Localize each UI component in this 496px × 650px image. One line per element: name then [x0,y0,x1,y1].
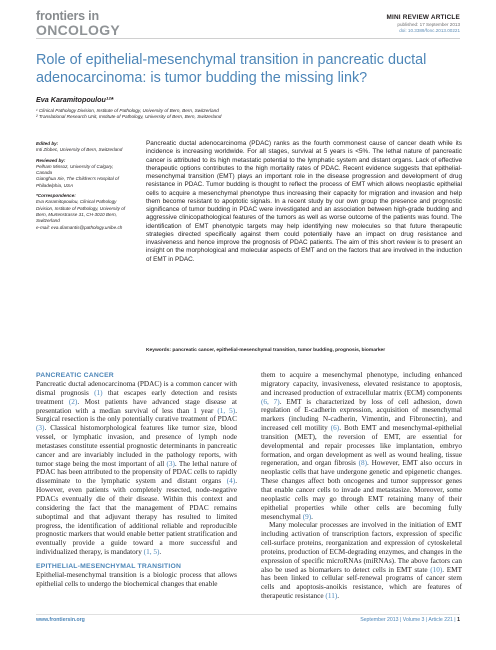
affiliation-2: ² Translational Research Unit, Institute of Pathology, University of Bern, Bern, Switzerland [36,114,222,119]
citation-link[interactable]: (4) [226,477,236,486]
section-heading-emt: EPITHELIAL-MESENCHYMAL TRANSITION [36,562,182,570]
text-run: them to acquire a mesenchymal phenotype, including enhanced migratory capacity, invasiveness, elevated resistance to apoptosis, and increased production of extracellular matrix (ECM) components [261,371,462,397]
correspondence-block [36,193,126,231]
article-type: MINI REVIEW ARTICLE [386,14,460,21]
text-run: . [337,592,340,601]
section-heading-pancreatic-cancer: PANCREATIC CANCER [36,372,114,379]
citation-link[interactable]: (3) [36,424,45,433]
footer-website-link[interactable]: www.frontiersin.org [36,617,85,623]
text-run: . [311,512,313,521]
citation-link[interactable]: (1) [94,388,103,397]
text-run: . EMT is characterized by loss of cell adhesion, down regulation of E-cadherin expression, acquisition of mesenchymal markers (including N-cadherin, Vimentin, and Fibronectin), and increased cell motility [261,397,462,433]
reviewed-by-label: Reviewed by: [36,157,66,163]
citation-link[interactable]: (3) [166,459,175,468]
keywords [146,348,462,353]
journal-logo-line2: ONCOLOGY [36,22,121,38]
citation-link[interactable]: (11) [325,592,338,601]
text-run: . Surgical resection is the only potentially curative treatment of PDAC [36,406,237,424]
citation-link[interactable]: (8) [358,459,368,468]
abstract: Pancreatic ductal adenocarcinoma (PDAC) ranks as the fourth commonest cause of cancer death while its incidence is increasing worldwide. For all stages, survival at 5 years is <5%. The lethal nature of pancreatic cancer is attributed to its high metastatic potential to the lymphatic system and distant organs. Lack of effective therapeutic options contributes to the high mortality rates of PDAC. Recent evidence suggests that epithelial-mesenchymal transition (EMT) plays an important role in the disease progression and development of drug resistance in PDAC. Tumor budding is thought to reflect the process of EMT which allows neoplastic epithelial cells to acquire a mesenchymal phenotype thus increasing their capacity for migration and invasion and help them become resistant to apoptotic signals. In a recent study by our own group the presence and prognostic significance of tumor budding in PDAC were investigated and an association between high-grade budding and aggressive clinicopathological features of the tumors as well as worse outcome of the patients was found. The identification of EMT phenotypic targets may help identifying new molecules so that future therapeutic strategies directed specifically against them could potentially have an impact on drug resistance and invasiveness and hence improve the prognosis of PDAC patients. The aim of this short review is to present an insight on the morphological and molecular aspects of EMT and on the factors that are involved in the induction of EMT in PDAC. [146,140,462,263]
page-number: 1 [457,617,460,623]
footer-citation-text: September 2013 | Volume 3 | Article 221 | [360,617,458,623]
journal-logo [36,10,126,46]
citation-link[interactable]: (9) [302,512,312,521]
article-meta [397,22,460,34]
text-run: Pancreatic ductal adenocarcinoma (PDAC) is a common cancer with dismal prognosis [36,380,237,397]
text-run: . [159,548,162,557]
body-column-left [36,371,237,589]
footer-citation [360,617,460,623]
paragraph [36,380,237,557]
text-run: . The lethal nature of PDAC has been attributed to the propensity of PDAC cells to rapidly disseminate to the lymphatic system and distant organs [36,459,237,486]
sidebar-info [36,141,126,235]
correspondence-label: *Correspondence: [36,193,76,199]
text-run: Many molecular processes are involved in the initiation of EMT including activation of transcription factors, expression of specific cell-surface proteins, reorganization and expression of cytoskeletal proteins, production of ECM-degrading enzymes, and changes in the expression of specific microRNAs (miRNAs). The above factors can also be used as biomarkers to detect cells in EMT state [261,521,462,574]
citation-link[interactable]: (6) [330,424,340,433]
text-run: . However, EMT also occurs in neoplastic cells that have undergone genetic and epigenetic changes. These changes affect both oncogenes and tumor suppressor genes that enable cancer cells to invade and metastasize. Moreover, some neoplastic cells may go through EMT retaining many of their epithelial properties while other cells are becoming fully mesenchymal [261,459,462,521]
keywords-label: Keywords: [146,348,172,353]
author-list: Eva Karamitopoulou¹²* [36,95,114,104]
text-run: . Classical histomorphological features like tumor size, blood vessel, or lymphatic invasion, and presence of lymph node metastases constitute essential prognostic determinants in pancreatic cancer and are invariably included in the pathology reports, with tumor stage being the most important of all [36,424,237,468]
reviewed-by-block [36,158,126,189]
text-run: . EMT has been linked to cellular self-renewal programs of cancer stem cells and apoptosis-anoikis resistance, which are features of therapeutic resistance [261,565,462,601]
citation-link[interactable]: (2) [68,397,78,406]
keywords-text: pancreatic cancer, epithelial-mesenchymal transition, tumor budding, prognosis, biomarker [172,348,386,353]
citation-link[interactable]: (6, 7) [261,397,280,406]
text-run: that escapes early detection and resists treatment [36,388,238,406]
paragraph [261,521,462,601]
citation-link[interactable]: (1, 5) [217,406,236,415]
correspondence-text: Eva Karamitopoulou, Clinical Pathology Division, Institute of Pathology, University of Bern, Murtenstrasse 31, CH-3010 Bern, Switzerland e-mail: eva.diamantis@pathology.unibe.ch [36,199,126,230]
header-divider [36,38,460,39]
published-date: published: 17 September 2013 [397,22,460,27]
footer-divider [36,614,460,615]
body-column-right [261,371,462,601]
text-run: . Both EMT and mesenchymal-epithelial transition (MET), the reversion of EMT, are essential for developmental and repair processes like implantation, embryo formation, and organ development as well as wound healing, tissue regeneration, and organ fibrosis [261,424,462,468]
journal-logo-line1: frontiers in [36,9,99,23]
reviewed-by-text: Pelham Minsoz, University of Calgary, Canada Gianghua Xie, The Children's Hospital of Philadelphia, USA [36,163,119,188]
article-title: Role of epithelial-mesenchymal transition in pancreatic ductal adenocarcinoma: is tumor budding the missing link? [36,52,427,86]
edited-by-label: Edited by: [36,141,59,146]
citation-link[interactable]: (10) [430,565,443,574]
text-run: . However, even patients with completely resected, node-negative PDACs eventually die of their disease. Within this context and considering the fact that the management of PDAC remains suboptimal and that adjuvant therapy has resulted to limited progress, the identification of additional reliable and reproducible prognostic markers that would enable better patient stratification and eventually provide a guide toward a more successful and individualized therapy, is mandatory [36,477,237,557]
paragraph: Epithelial-mesenchymal transition is a biologic process that allows epithelial cells to undergo the biochemical changes that enable [36,570,237,588]
doi-link[interactable]: doi: 10.3389/fonc.2013.00221 [399,28,460,33]
citation-link[interactable]: (1, 5) [143,548,160,557]
text-run: . Most patients have advanced stage disease at presentation with a median survival of less than 1 year [36,397,237,415]
paragraph [261,371,462,521]
affiliation-1: ¹ Clinical Pathology Division, Institute of Pathology, University of Bern, Bern, Switzerland [36,108,219,113]
edited-by-text: Inti Zlobec, University of Bern, Switzerland [36,147,123,153]
edited-by-block [36,141,126,154]
